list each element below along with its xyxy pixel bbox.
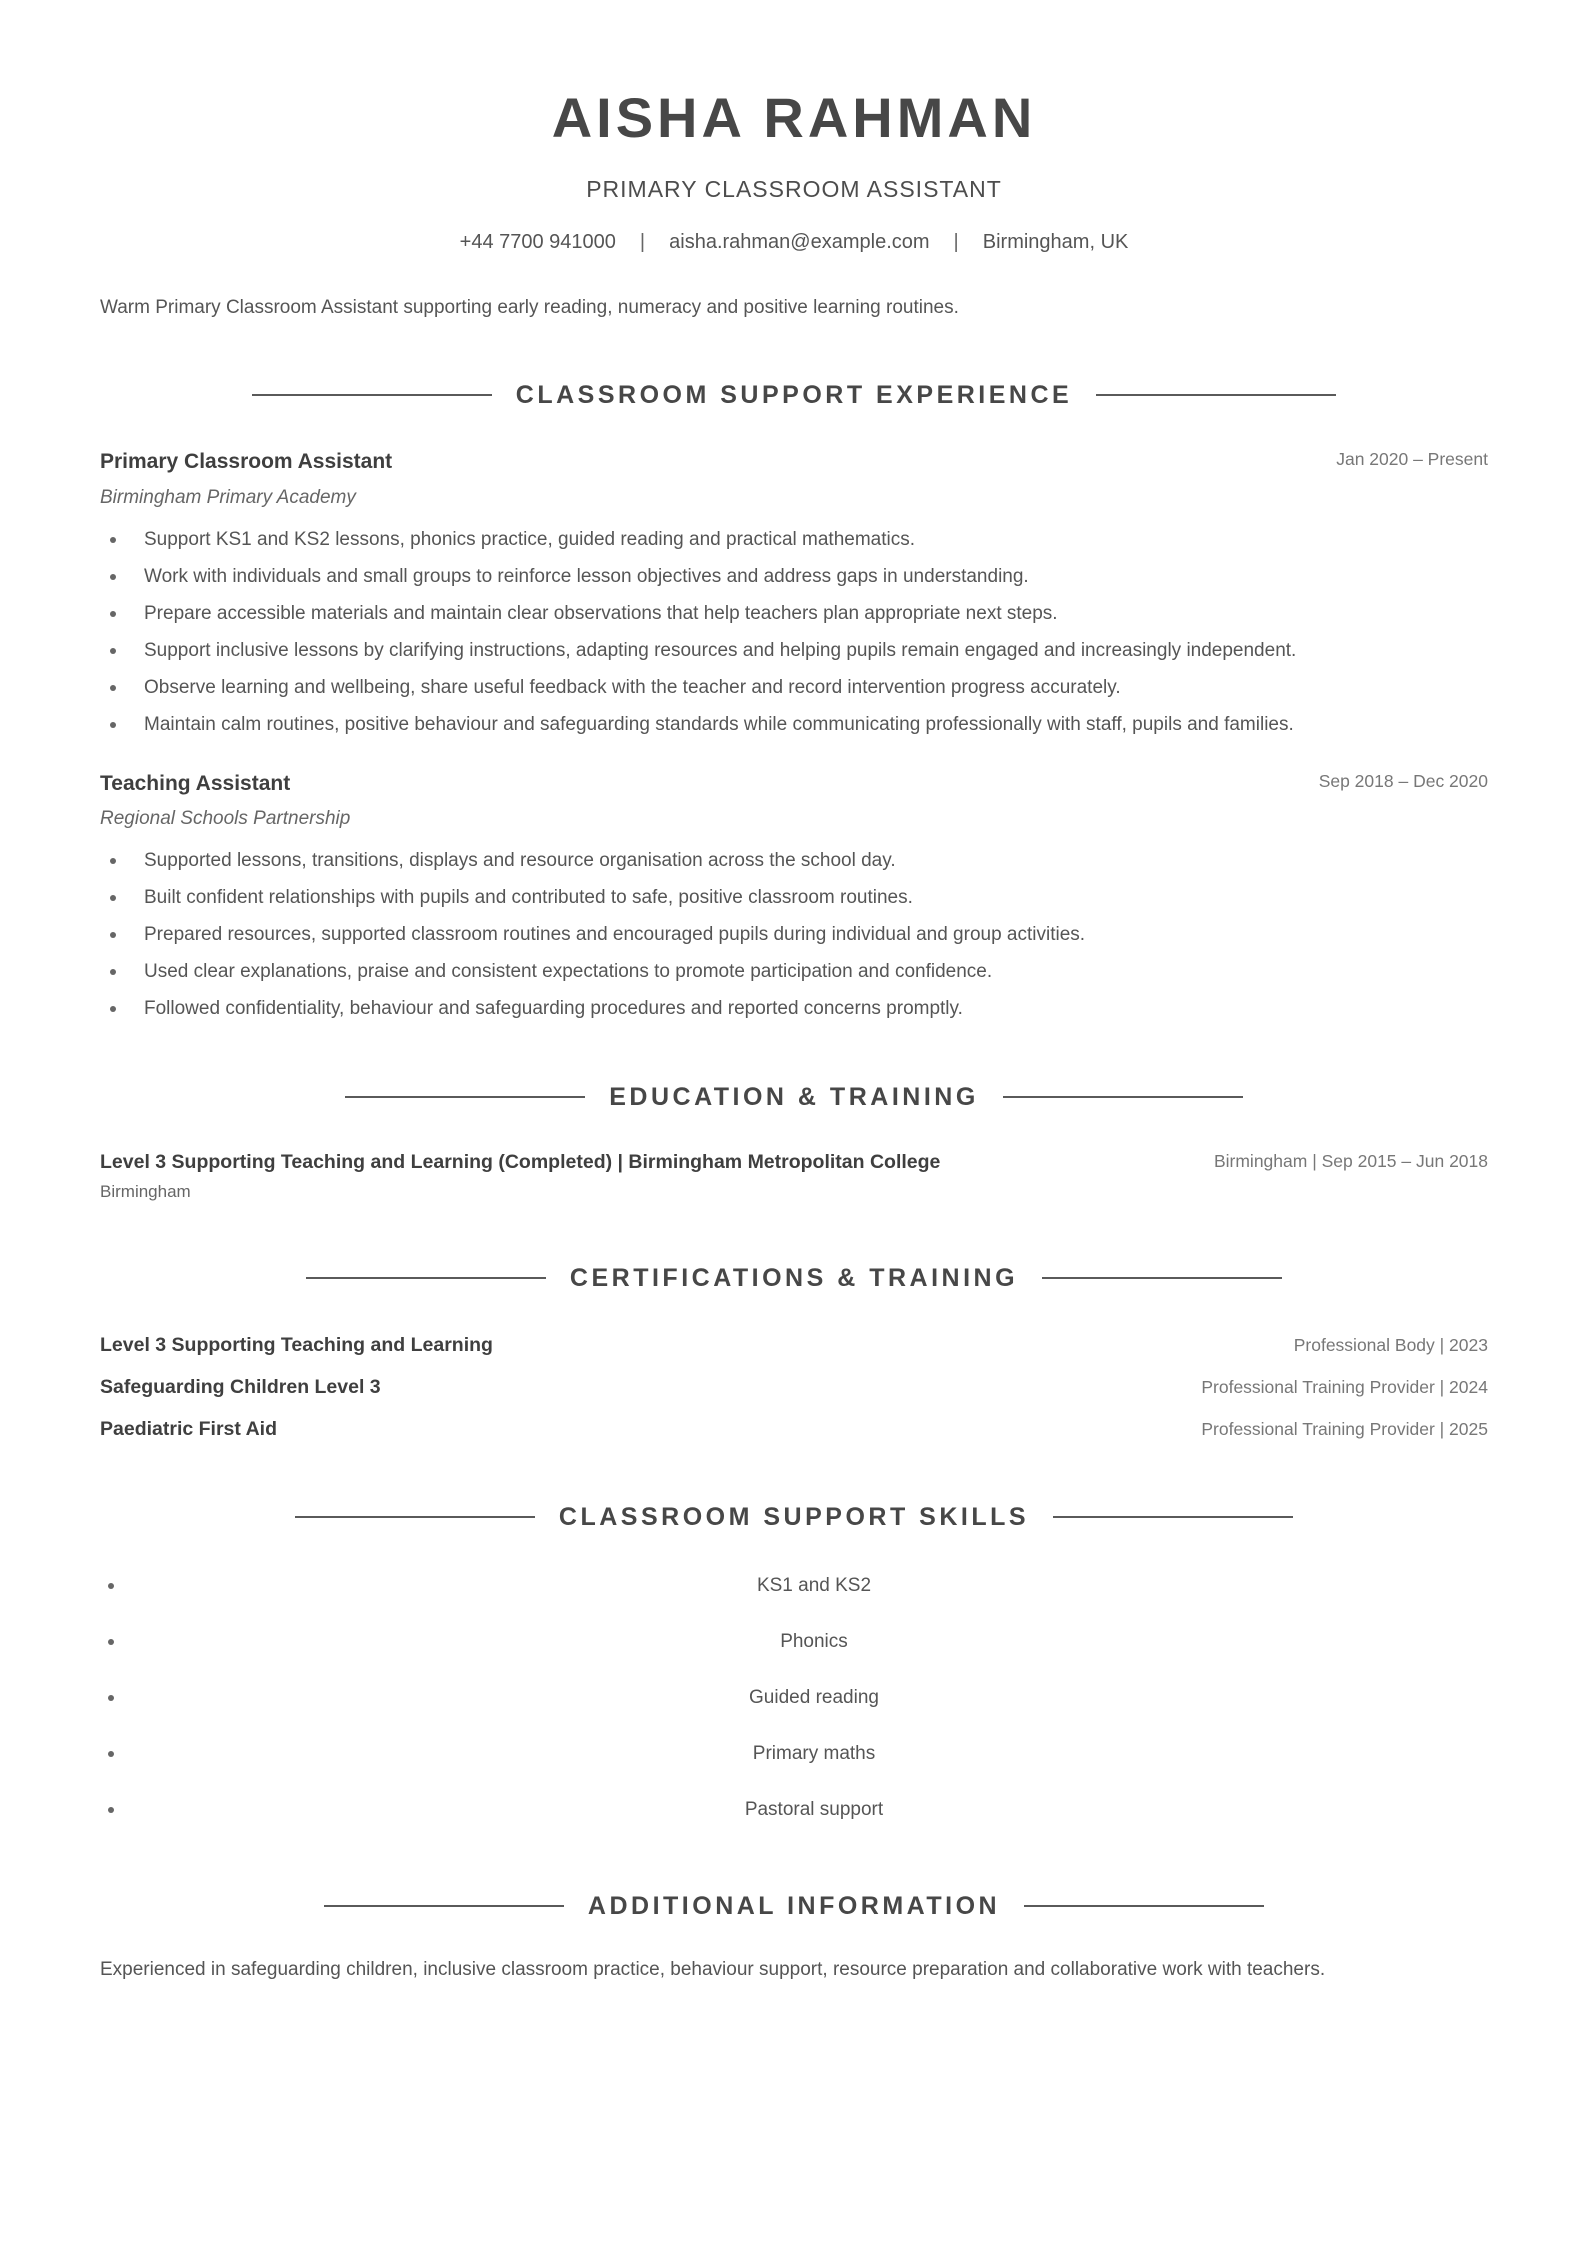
job-title: Teaching Assistant: [100, 772, 291, 795]
skill-label: Pastoral support: [744, 1799, 884, 1820]
bullet-item: Maintain calm routines, positive behaviour and safeguarding standards while communicating professionally with staff, pupils and families.: [100, 706, 1296, 743]
skill-item: [100, 1794, 1488, 1826]
job-organisation: Regional Schools Partnership: [100, 808, 351, 829]
job-bullets: [100, 842, 1085, 1027]
certification-meta: Professional Training Provider | 2025: [1201, 1419, 1488, 1439]
bullet-item: Built confident relationships with pupils and contributed to safe, positive classroom routines.: [100, 879, 1085, 916]
bullet-item: Support KS1 and KS2 lessons, phonics practice, guided reading and practical mathematics.: [100, 521, 1296, 558]
job-dates: Jan 2020 – Present: [1336, 449, 1488, 469]
bullet-item: Followed confidentiality, behaviour and safeguarding procedures and reported concerns promptly.: [100, 990, 1085, 1027]
education-meta: Birmingham | Sep 2015 – Jun 2018: [1213, 1151, 1488, 1171]
candidate-name: AISHA RAHMAN: [551, 86, 1037, 149]
bullet-item: Observe learning and wellbeing, share useful feedback with the teacher and record intervention progress accurately.: [100, 669, 1296, 706]
bullet-item: Support inclusive lessons by clarifying instructions, adapting resources and helping pupils remain engaged and increasingly independent.: [100, 632, 1296, 669]
profile-summary: Warm Primary Classroom Assistant supporting early reading, numeracy and positive learning routines.: [100, 297, 959, 318]
heading-rule: [306, 1277, 546, 1279]
skill-label: Phonics: [780, 1631, 848, 1652]
heading-rule: [1096, 394, 1336, 396]
skill-item: [100, 1626, 1488, 1658]
contact-line: [0, 228, 1588, 256]
section-heading-additional: [0, 1889, 1588, 1923]
skill-label: KS1 and KS2: [756, 1575, 872, 1596]
heading-rule: [324, 1905, 564, 1907]
additional-information-text: Experienced in safeguarding children, inclusive classroom practice, behaviour support, resource preparation and collaborative work with teachers.: [100, 1959, 1326, 1980]
job-organisation: Birmingham Primary Academy: [100, 487, 356, 508]
section-title: EDUCATION & TRAINING: [609, 1083, 979, 1111]
certification-meta: Professional Training Provider | 2024: [1201, 1377, 1488, 1397]
job-bullets: [100, 521, 1296, 743]
section-heading-certifications: [0, 1261, 1588, 1295]
heading-rule: [1042, 1277, 1282, 1279]
section-heading-experience: [0, 378, 1588, 412]
job-title: Primary Classroom Assistant: [100, 450, 393, 473]
bullet-item: Supported lessons, transitions, displays and resource organisation across the school day.: [100, 842, 1085, 879]
skill-item: [100, 1570, 1488, 1602]
heading-rule: [1003, 1096, 1243, 1098]
education-title: Level 3 Supporting Teaching and Learning (Completed) | Birmingham Metropolitan College: [100, 1151, 941, 1173]
certification-name: Safeguarding Children Level 3: [100, 1376, 381, 1398]
section-heading-skills: [0, 1500, 1588, 1534]
candidate-title: PRIMARY CLASSROOM ASSISTANT: [586, 176, 1002, 202]
skill-item: [100, 1682, 1488, 1714]
section-heading-education: [0, 1080, 1588, 1114]
heading-rule: [345, 1096, 585, 1098]
certification-name: Level 3 Supporting Teaching and Learning: [100, 1334, 493, 1356]
contact-phone[interactable]: +44 7700 941000: [459, 231, 616, 253]
heading-rule: [252, 394, 492, 396]
contact-location: Birmingham, UK: [982, 231, 1129, 253]
section-title: CLASSROOM SUPPORT EXPERIENCE: [515, 381, 1073, 409]
contact-separator: |: [639, 231, 646, 253]
skill-item: [100, 1738, 1488, 1770]
bullet-item: Prepared resources, supported classroom routines and encouraged pupils during individual and group activities.: [100, 916, 1085, 953]
bullet-item: Used clear explanations, praise and consistent expectations to promote participation and confidence.: [100, 953, 1085, 990]
skill-label: Guided reading: [749, 1687, 879, 1708]
section-title: CLASSROOM SUPPORT SKILLS: [558, 1503, 1030, 1531]
section-title: CERTIFICATIONS & TRAINING: [569, 1264, 1019, 1292]
certification-row: [100, 1414, 1488, 1444]
certification-row: [100, 1330, 1488, 1360]
heading-rule: [295, 1516, 535, 1518]
skill-label: Primary maths: [752, 1743, 876, 1764]
bullet-item: Work with individuals and small groups to reinforce lesson objectives and address gaps in understanding.: [100, 558, 1296, 595]
bullet-item: Prepare accessible materials and maintain clear observations that help teachers plan appropriate next steps.: [100, 595, 1296, 632]
certification-row: [100, 1372, 1488, 1402]
education-location: Birmingham: [100, 1182, 191, 1201]
contact-separator: |: [953, 231, 959, 253]
heading-rule: [1024, 1905, 1264, 1907]
certification-meta: Professional Body | 2023: [1293, 1335, 1488, 1355]
heading-rule: [1053, 1516, 1293, 1518]
job-dates: Sep 2018 – Dec 2020: [1318, 771, 1488, 791]
section-title: ADDITIONAL INFORMATION: [587, 1892, 1001, 1920]
contact-email[interactable]: aisha.rahman@example.com: [669, 231, 930, 253]
certification-name: Paediatric First Aid: [100, 1418, 277, 1440]
